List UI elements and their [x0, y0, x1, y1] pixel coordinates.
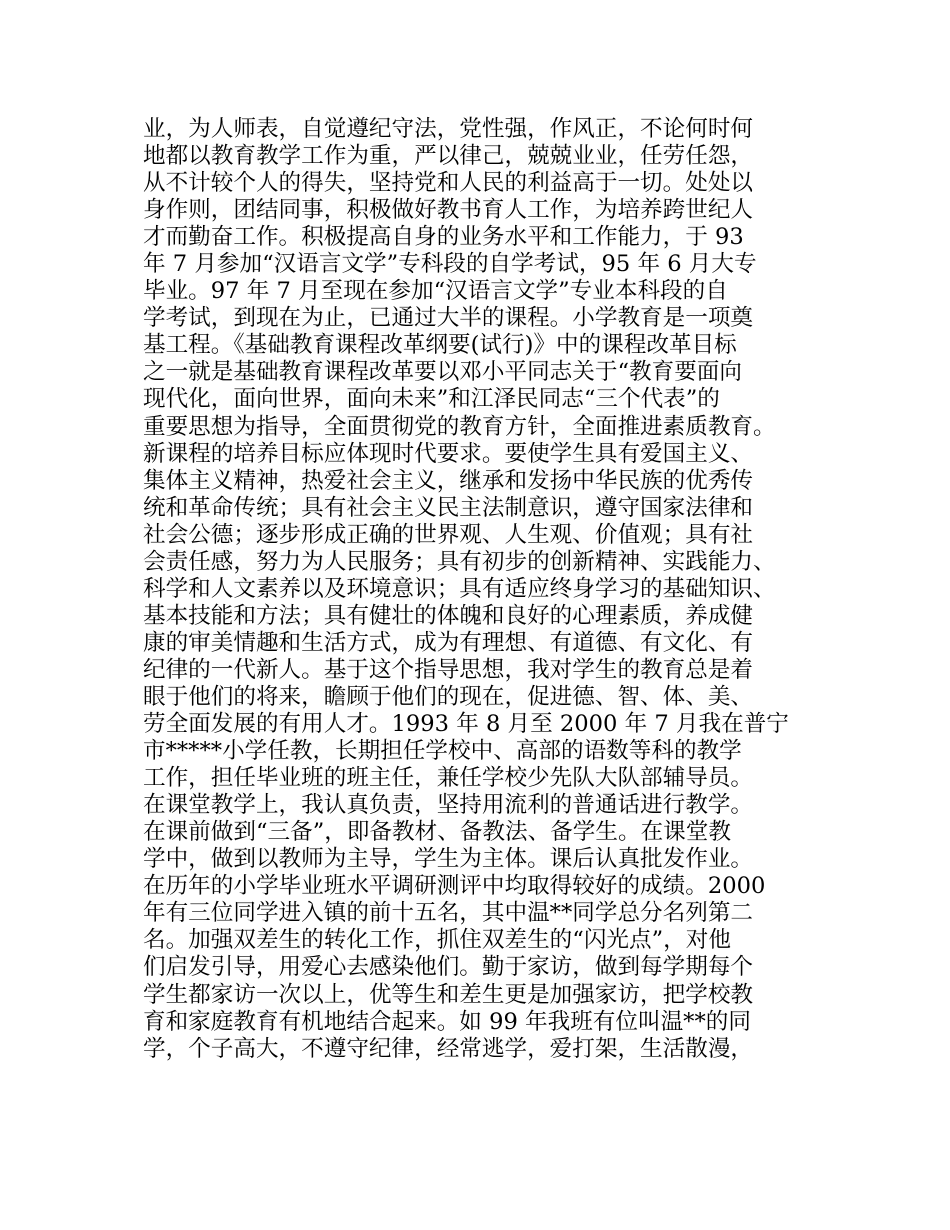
- text-line: 名。加强双差生的转化工作，抓住双差生的“闪光点”，对他: [143, 927, 731, 954]
- text-line: 年 7 月参加“汉语言文学”专科段的自学考试，95 年 6 月大专: [143, 251, 757, 278]
- text-line: 基工程。《基础教育课程改革纲要(试行)》中的课程改革目标: [143, 332, 737, 359]
- text-line: 统和革命传统；具有社会主义民主法制意识，遵守国家法律和: [143, 494, 754, 521]
- text-line: 毕业。97 年 7 月至现在参加“汉语言文学”专业本科段的自: [143, 278, 728, 305]
- text-line: 育和家庭教育有机地结合起来。如 99 年我班有位叫温**的同: [143, 1008, 751, 1035]
- text-line: 身作则，团结同事，积极做好教书育人工作，为培养跨世纪人: [143, 197, 754, 224]
- text-line: 学中，做到以教师为主导，学生为主体。课后认真批发作业。: [143, 846, 754, 873]
- text-line: 学考试，到现在为止，已通过大半的课程。小学教育是一项奠: [143, 305, 754, 332]
- text-line: 会责任感，努力为人民服务；具有初步的创新精神、实践能力、: [143, 548, 776, 575]
- text-line: 新课程的培养目标应体现时代要求。要使学生具有爱国主义、: [143, 440, 754, 467]
- text-line: 社会公德；逐步形成正确的世界观、人生观、价值观；具有社: [143, 521, 754, 548]
- text-line: 康的审美情趣和生活方式，成为有理想、有道德、有文化、有: [143, 629, 754, 656]
- text-line: 从不计较个人的得失，坚持党和人民的利益高于一切。处处以: [143, 170, 754, 197]
- text-line: 劳全面发展的有用人才。1993 年 8 月至 2000 年 7 月我在普宁: [143, 711, 789, 738]
- text-line: 现代化，面向世界，面向未来”和江泽民同志“三个代表”的: [143, 386, 720, 413]
- text-line: 工作，担任毕业班的班主任，兼任学校少先队大队部辅导员。: [143, 765, 754, 792]
- body-text: [143, 116, 833, 1063]
- text-line: 重要思想为指导，全面贯彻党的教育方针，全面推进素质教育。: [143, 413, 776, 440]
- text-line: 基本技能和方法；具有健壮的体魄和良好的心理素质，养成健: [143, 602, 754, 629]
- text-line: 眼于他们的将来，瞻顾于他们的现在，促进德、智、体、美、: [143, 683, 754, 710]
- text-line: 科学和人文素养以及环境意识；具有适应终身学习的基础知识、: [143, 575, 776, 602]
- text-line: 集体主义精神，热爱社会主义，继承和发扬中华民族的优秀传: [143, 467, 754, 494]
- text-line: 在课前做到“三备”，即备教材、备教法、备学生。在课堂教: [143, 819, 731, 846]
- text-line: 在历年的小学毕业班水平调研测评中均取得较好的成绩。2000: [143, 873, 766, 900]
- text-line: 们启发引导，用爱心去感染他们。勤于家访，做到每学期每个: [143, 954, 754, 981]
- text-line: 学生都家访一次以上，优等生和差生更是加强家访，把学校教: [143, 981, 754, 1008]
- text-line: 地都以教育教学工作为重，严以律己，兢兢业业，任劳任怨，: [143, 143, 754, 170]
- text-line: 在课堂教学上，我认真负责，坚持用流利的普通话进行教学。: [143, 792, 754, 819]
- text-line: 学，个子高大，不遵守纪律，经常逃学，爱打架，生活散漫，: [143, 1035, 754, 1062]
- text-line: 才而勤奋工作。积极提高自身的业务水平和工作能力，于 93: [143, 224, 744, 251]
- text-line: 纪律的一代新人。基于这个指导思想，我对学生的教育总是着: [143, 656, 754, 683]
- text-line: 年有三位同学进入镇的前十五名，其中温**同学总分名列第二: [143, 900, 754, 927]
- text-line: 市*****小学任教，长期担任学校中、高部的语数等科的教学: [143, 738, 742, 765]
- text-line: 之一就是基础教育课程改革要以邓小平同志关于“教育要面向: [143, 359, 742, 386]
- text-line: 业，为人师表，自觉遵纪守法，党性强，作风正，不论何时何: [143, 116, 754, 142]
